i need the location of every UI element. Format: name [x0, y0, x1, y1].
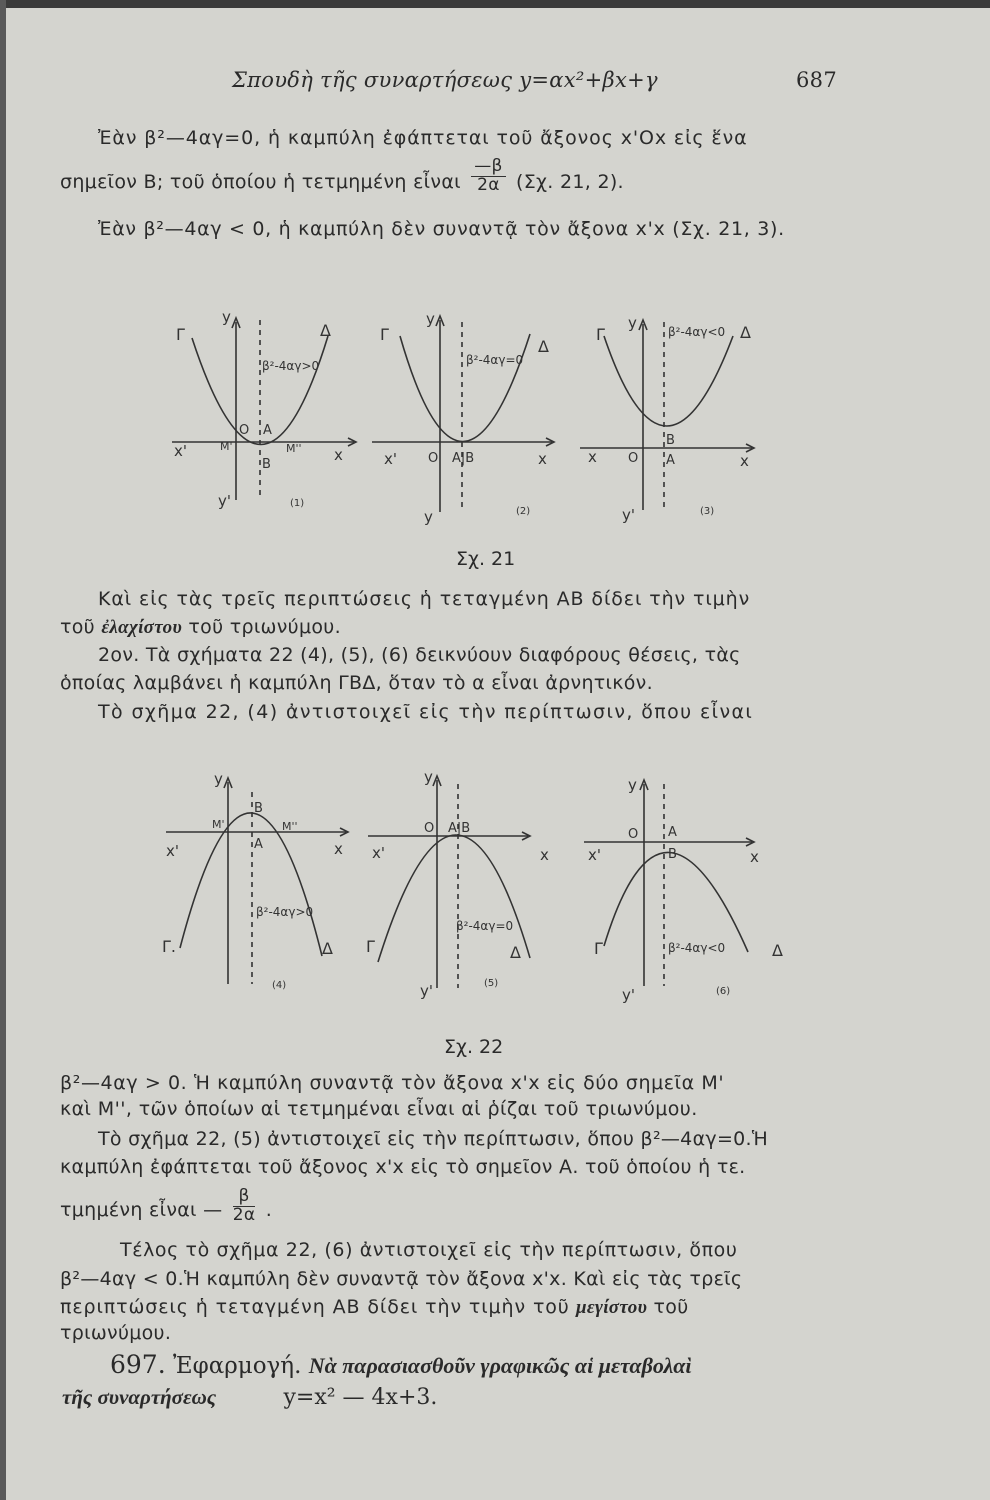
fig22-p5-label-o: O — [424, 821, 435, 836]
fig22-caption: Σχ. 22 — [444, 1036, 504, 1058]
fig21-p3-number: (3) — [700, 506, 715, 517]
fig22-p4-parabola — [180, 813, 322, 956]
fig22-p4-condition: β²-4αγ>0 — [256, 905, 314, 919]
fig22-p5-parabola — [378, 835, 530, 962]
fig21-p1-number: (1) — [290, 498, 305, 509]
fig22-p5-condition: β²-4αγ=0 — [456, 919, 514, 933]
section-title: Νὰ παρασιασθοῦν γραφικῶς αἱ μεταβολαὶ — [308, 1353, 692, 1378]
fig21-p2-label-y: y — [426, 310, 435, 328]
figure-21 — [0, 300, 990, 580]
fig22-p6-label-b: B — [668, 847, 677, 862]
fig22-p6-label-x: x — [750, 848, 759, 866]
para1-line1: Ἐὰν β²—4αγ=0, ἡ καμπύλη ἐφάπτεται τοῦ ἄξονος x'Ox εἰς ἕνα — [98, 127, 748, 149]
fig21-p1-label-d: Δ — [320, 321, 331, 340]
fraction-denominator: 2α — [477, 174, 500, 195]
fig22-p6-label-d: Δ — [772, 941, 783, 960]
para2-line5: Τὸ σχῆμα 22, (4) ἀντιστοιχεῖ εἰς τὴν περίπτωσιν, ὅπου εἶναι — [98, 701, 754, 723]
fig22-p6-label-y: y — [628, 776, 637, 794]
fig21-p2-parabola — [400, 334, 530, 442]
fig21-p2-number: (2) — [516, 506, 531, 517]
fig21-p1-condition: β²-4αγ>0 — [262, 359, 320, 373]
fig21-p3-parabola — [604, 336, 733, 426]
fig21-p2-label-x: x — [538, 450, 547, 468]
fig22-p4-number: (4) — [272, 980, 287, 991]
para4-line3-post: τοῦ — [653, 1296, 689, 1318]
fig21-p1-label-b: B — [262, 457, 271, 472]
emphasis-minimum: ἐλαχίστου — [101, 617, 183, 638]
para1-line2 — [60, 158, 624, 195]
fraction-numerator: β — [233, 1188, 256, 1207]
para4-line1: Τέλος τὸ σχῆμα 22, (6) ἀντιστοιχεῖ εἰς τὴν περίπτωσιν, ὅπου — [120, 1239, 738, 1261]
fig22-p4-label-d: Δ — [322, 939, 333, 958]
para3-line2: καὶ Μ'', τῶν ὁποίων αἱ τετμημέναι εἶναι αἱ ῥίζαι τοῦ τριωνύμου. — [60, 1098, 698, 1120]
emphasis-maximum: μεγίστου — [576, 1297, 648, 1318]
section-formula: y=x² — 4x+3. — [283, 1385, 438, 1410]
fig21-p3-label-a: A — [666, 453, 675, 468]
fraction-minus-beta-over-2alpha — [471, 158, 505, 195]
para1-line2-text: σημεῖον Β; τοῦ ὁποίου ἡ τετμημένη εἶναι — [60, 170, 461, 193]
scan-top-edge — [0, 0, 990, 8]
fig21-p1-label-y2: y' — [218, 492, 232, 510]
para1-line3: Ἐὰν β²—4αγ < 0, ἡ καμπύλη δὲν συναντᾷ τὸν ἄξονα x'x (Σχ. 21, 3). — [98, 218, 785, 240]
fig22-p6-label-y2: y' — [622, 986, 636, 1004]
fig21-p1-label-y: y — [222, 308, 231, 326]
para3-line5 — [60, 1188, 272, 1225]
fig22-p4-label-g: Γ. — [162, 937, 176, 956]
fig21-p1-label-o: O — [239, 423, 250, 438]
fraction-denominator: 2α — [232, 1204, 256, 1225]
section-number: 697. — [110, 1350, 166, 1379]
para2-line2-post: τοῦ τριωνύμου. — [188, 616, 341, 638]
fig21-p3-label-x2: x — [588, 448, 597, 466]
fig22-p5-label-y: y — [424, 768, 433, 786]
fig21-p3-label-x: x — [740, 452, 749, 470]
scan-left-edge — [0, 0, 6, 1500]
page-number: 687 — [796, 68, 837, 92]
fig21-p3-label-g: Γ — [596, 325, 605, 344]
section-697-heading — [110, 1350, 692, 1379]
fig21-p3-label-y: y — [628, 314, 637, 332]
fig21-p3-label-o: O — [628, 451, 639, 466]
para4-line3-pre: περιπτώσεις ἡ τεταγμένη ΑΒ δίδει τὴν τιμὴν τοῦ — [60, 1296, 570, 1318]
fig22-p5-label-y2: y' — [420, 982, 434, 1000]
para2-line2-pre: τοῦ — [60, 616, 95, 638]
fig21-p2-label-g: Γ — [380, 325, 389, 344]
para1-line2-ref: (Σχ. 21, 2). — [516, 170, 624, 193]
fig21-p2-label-x2: x' — [384, 450, 398, 468]
fig22-p6-number: (6) — [716, 986, 731, 997]
fig21-p3-label-b: B — [666, 433, 675, 448]
para2-line4: ὁποίας λαμβάνει ἡ καμπύλη ΓΒΔ, ὅταν τὸ α εἶναι ἀρνητικόν. — [60, 672, 653, 694]
para3-line5-text: τμημένη εἶναι — — [60, 1198, 223, 1221]
fig22-p4-label-b: B — [254, 801, 263, 816]
fig22-p4-label-m2: M'' — [282, 820, 298, 833]
section-subtitle: τῆς συναρτήσεως — [62, 1385, 217, 1409]
fig22-p4-label-y: y — [214, 770, 223, 788]
fig21-p2-condition: β²-4αγ=0 — [466, 353, 524, 367]
fig22-p6-parabola — [604, 852, 748, 952]
fig22-p5-number: (5) — [484, 978, 499, 989]
fig22-p6-condition: β²-4αγ<0 — [668, 941, 726, 955]
fig22-p5-label-g: Γ — [366, 937, 375, 956]
fig22-p4-label-x: x — [334, 840, 343, 858]
fig21-p3-label-y2: y' — [622, 506, 636, 524]
para2-line3: 2ον. Τὰ σχήματα 22 (4), (5), (6) δεικνύουν διαφόρους θέσεις, τὰς — [98, 644, 741, 666]
fig22-p4-label-m1: M' — [212, 818, 225, 831]
fig22-p5-label-ab: A|B — [448, 821, 471, 836]
para2-line2 — [60, 616, 341, 639]
fig22-p6-label-a: A — [668, 825, 677, 840]
fig21-p2-label-y2: y — [424, 508, 433, 526]
para3-line3: Τὸ σχῆμα 22, (5) ἀντιστοιχεῖ εἰς τὴν περίπτωσιν, ὅπου β²—4αγ=0.Ἡ — [98, 1128, 769, 1150]
fig22-p6-label-g: Γ — [594, 939, 603, 958]
fig22-p4-label-x2: x' — [166, 842, 180, 860]
fig21-p3-condition: β²-4αγ<0 — [668, 325, 726, 339]
fig21-p1-label-a: A — [263, 423, 272, 438]
fig22-p6-label-x2: x' — [588, 846, 602, 864]
fig22-p5-label-d: Δ — [510, 943, 521, 962]
fig22-p6-label-o: O — [628, 827, 639, 842]
figure-22 — [0, 762, 990, 1032]
para3-line4: καμπύλη ἐφάπτεται τοῦ ἄξονος x'x εἰς τὸ σημεῖον Α. τοῦ ὁποίου ἡ τε. — [60, 1156, 746, 1178]
fig21-caption: Σχ. 21 — [456, 548, 516, 570]
fig21-p1-label-m2: M'' — [286, 442, 302, 455]
para3-line5-dot: . — [265, 1198, 273, 1221]
fig21-p1-label-g: Γ — [176, 325, 185, 344]
para4-line2: β²—4αγ < 0.Ἡ καμπύλη δὲν συναντᾷ τὸν ἄξονα x'x. Καὶ εἰς τὰς τρεῖς — [60, 1268, 743, 1290]
fig21-p1-label-m1: M' — [220, 440, 233, 453]
para4-line4: τριωνύμου. — [60, 1322, 172, 1344]
fig22-p5-label-x: x — [540, 846, 549, 864]
fig21-p3-label-d: Δ — [740, 323, 751, 342]
fig21-p2-label-ab: A|B — [452, 451, 475, 466]
fraction-numerator: —β — [471, 158, 505, 177]
fig21-p2-label-d: Δ — [538, 337, 549, 356]
fig21-p1-label-x2: x' — [174, 442, 188, 460]
fraction-beta-over-2alpha — [233, 1188, 256, 1225]
fig21-p2-label-o: O — [428, 451, 439, 466]
section-label: Ἐφαρμογή. — [172, 1353, 302, 1379]
para4-line3 — [60, 1296, 689, 1319]
fig22-p5-label-x2: x' — [372, 844, 386, 862]
fig21-p1-label-x: x — [334, 446, 343, 464]
running-title: Σπουδὴ τῆς συναρτήσεως y=αx²+βx+γ — [232, 68, 658, 92]
fig22-p4-label-a: A — [254, 837, 263, 852]
section-697-line2 — [62, 1384, 437, 1410]
para3-line1: β²—4αγ > 0. Ἡ καμπύλη συναντᾷ τὸν ἄξονα x'x εἰς δύο σημεῖα Μ' — [60, 1072, 725, 1094]
para2-line1: Καὶ εἰς τὰς τρεῖς περιπτώσεις ἡ τεταγμένη ΑΒ δίδει τὴν τιμὴν — [98, 588, 751, 610]
